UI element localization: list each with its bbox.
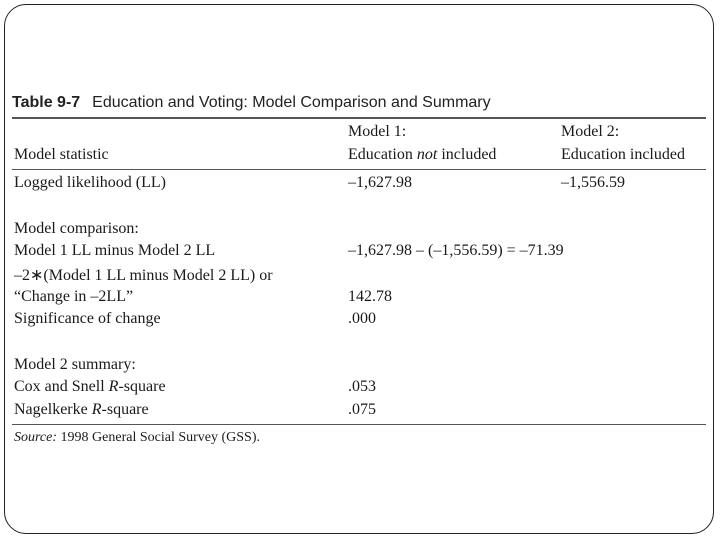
top-rule — [12, 117, 706, 119]
comparison-heading: Model comparison: — [14, 220, 139, 237]
header-model2-line2: Education included — [561, 146, 685, 163]
nag-value: .075 — [348, 401, 376, 418]
table-title-text: Education and Voting: Model Comparison and Summary — [92, 94, 491, 111]
ll-model2-value: –1,556.59 — [561, 174, 625, 191]
cox-value: .053 — [348, 378, 376, 395]
cox-label: Cox and Snell R-square — [14, 378, 166, 395]
ll-label: Logged likelihood (LL) — [14, 174, 166, 191]
header-model2-line1: Model 2: — [561, 123, 620, 140]
sig-value: .000 — [348, 310, 376, 327]
change-label-line2: “Change in –2LL” — [14, 288, 134, 305]
table-number: Table 9-7 — [12, 94, 81, 111]
header-rule — [12, 169, 706, 170]
diff-label: Model 1 LL minus Model 2 LL — [14, 242, 216, 259]
change-label-line1: –2∗(Model 1 LL minus Model 2 LL) or — [14, 267, 273, 284]
nag-label: Nagelkerke R-square — [14, 401, 149, 418]
header-model1-line2: Education not included — [348, 146, 497, 163]
bottom-rule — [12, 424, 706, 425]
table-title — [12, 94, 491, 112]
source-note: Source: 1998 General Social Survey (GSS). — [14, 430, 260, 445]
summary-heading: Model 2 summary: — [14, 356, 136, 373]
sig-label: Significance of change — [14, 310, 161, 327]
ll-model1-value: –1,627.98 — [348, 174, 412, 191]
diff-value: –1,627.98 – (–1,556.59) = –71.39 — [348, 242, 564, 259]
header-model1-line1: Model 1: — [348, 123, 407, 140]
header-model-statistic: Model statistic — [14, 146, 109, 163]
change-value: 142.78 — [348, 288, 392, 305]
